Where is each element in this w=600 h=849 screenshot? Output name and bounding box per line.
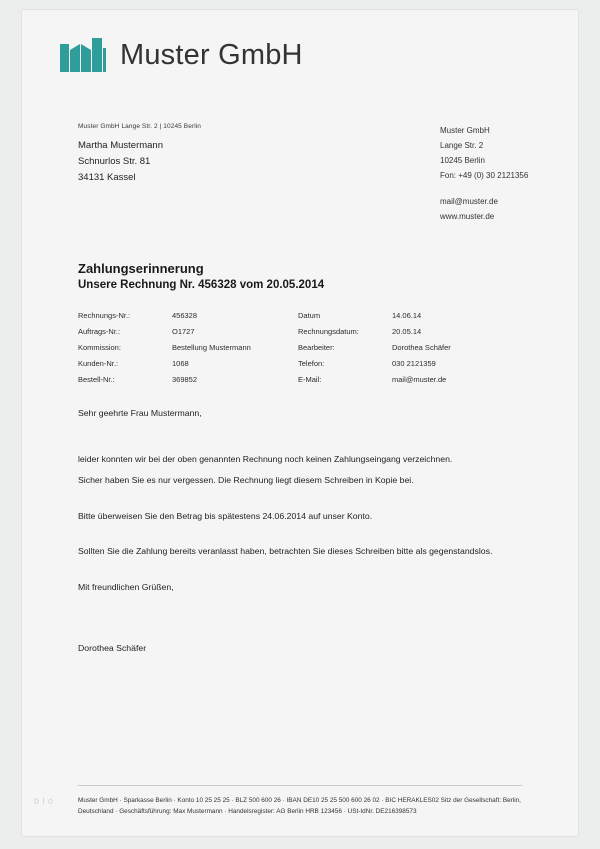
meta-row [298, 324, 518, 340]
letterhead [60, 38, 303, 72]
return-address-line: Muster GmbH Lange Str. 2 | 10245 Berlin [78, 123, 202, 130]
recipient-address [78, 138, 163, 186]
footer-line-2: Deutschland · Geschäftsführung: Max Mustermann · Handelsregister: AG Berlin HRB 123456 · USt-IdNr. DE216398573 [78, 808, 417, 815]
meta-value: 14.06.14 [392, 311, 422, 320]
subject-block [78, 261, 324, 291]
meta-row [298, 372, 518, 388]
meta-row [78, 372, 298, 388]
meta-label: Kommission: [78, 343, 121, 352]
subject-title: Zahlungserinnerung [78, 261, 204, 276]
meta-label: Bestell-Nr.: [78, 375, 115, 384]
meta-value: 1068 [172, 359, 189, 368]
meta-label: Datum [298, 311, 321, 320]
meta-label: Telefon: [298, 359, 325, 368]
body-paragraph-4: Sollten Sie die Zahlung bereits veranlasst haben, betrachten Sie dieses Schreiben bitte als gegenstandslos. [78, 546, 493, 556]
meta-label: E-Mail: [298, 375, 322, 384]
footer-line-1: Muster GmbH · Sparkasse Berlin · Konto 10 25 25 25 · BLZ 500 600 26 · IBAN DE10 25 25 500 600 26 02 · BIC HERAKLES02 Sitz der Gesellschaft: Berlin, [78, 797, 521, 804]
factory-icon [60, 38, 106, 72]
meta-row [78, 308, 298, 324]
meta-row [78, 340, 298, 356]
meta-value: mail@muster.de [392, 375, 447, 384]
meta-value: 456328 [172, 311, 198, 320]
meta-row [298, 308, 518, 324]
letter-body [78, 406, 526, 677]
meta-value: O1727 [172, 327, 195, 336]
spacer [440, 183, 528, 194]
sender-website: www.muster.de [440, 212, 495, 221]
sender-phone: Fon: +49 (0) 30 2121356 [440, 171, 529, 180]
sender-email: mail@muster.de [440, 197, 498, 206]
sender-street: Lange Str. 2 [440, 141, 484, 150]
body-paragraph-1: leider konnten wir bei der oben genannten Rechnung noch keinen Zahlungseingang verzeichnen. [78, 453, 453, 464]
closing-line: Mit freundlichen Grüßen, [78, 581, 174, 592]
meta-label: Kunden-Nr.: [78, 359, 119, 368]
recipient-name: Martha Mustermann [78, 140, 164, 151]
meta-label: Rechnungs-Nr.: [78, 311, 131, 320]
meta-label: Rechnungsdatum: [298, 327, 359, 336]
footer-divider [78, 785, 522, 786]
meta-label: Bearbeiter: [298, 343, 335, 352]
sender-address [440, 123, 528, 224]
watermark: b l o [34, 796, 54, 806]
meta-label: Auftrags-Nr.: [78, 327, 121, 336]
meta-value: Bestellung Mustermann [172, 343, 251, 352]
invoice-meta-table [78, 308, 518, 388]
body-paragraph-2: Sicher haben Sie es nur vergessen. Die Rechnung liegt diesem Schreiben in Kopie bei. [78, 475, 414, 485]
meta-value: 369852 [172, 375, 198, 384]
meta-column-right [298, 308, 518, 388]
sender-city: 10245 Berlin [440, 156, 485, 165]
meta-row [298, 340, 518, 356]
meta-column-left [78, 308, 298, 388]
signature-name: Dorothea Schäfer [78, 643, 147, 653]
sender-company: Muster GmbH [440, 126, 490, 135]
company-name: Muster GmbH [120, 38, 303, 71]
salutation: Sehr geehrte Frau Mustermann, [78, 408, 202, 418]
meta-row [78, 324, 298, 340]
meta-row [298, 356, 518, 372]
recipient-street: Schnurlos Str. 81 [78, 156, 151, 167]
footer [78, 795, 530, 817]
subject-reference: Unsere Rechnung Nr. 456328 vom 20.05.2014 [78, 279, 325, 291]
body-paragraph-3: Bitte überweisen Sie den Betrag bis spätestens 24.06.2014 auf unser Konto. [78, 510, 373, 521]
meta-value: Dorothea Schäfer [392, 343, 451, 352]
meta-value: 030 2121359 [392, 359, 436, 368]
meta-value: 20.05.14 [392, 327, 422, 336]
letter-page [22, 10, 578, 836]
meta-row [78, 356, 298, 372]
recipient-city: 34131 Kassel [78, 172, 136, 183]
